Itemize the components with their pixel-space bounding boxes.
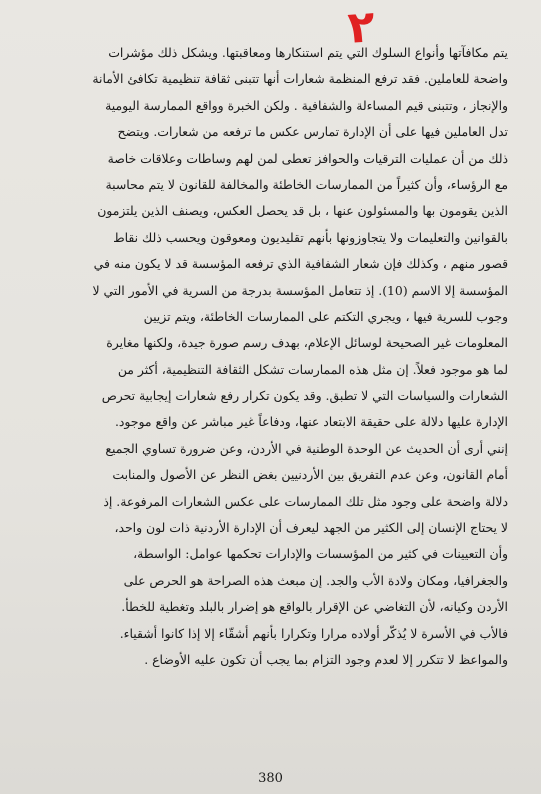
text-line: المعلومات غير الصحيحة لوسائل الإعلام، بهدف رسم صورة جيدة، ولكنها مغايرة: [106, 335, 508, 351]
text-line: الأردن وكيانه، لأن التغاضي عن الإقرار بالواقع هو إضرار بالبلد وتغطية للخطأ.: [121, 599, 508, 615]
text-line: يتم مكافآتها وأنواع السلوك التي يتم استنكارها ومعاقبتها. ويشكل ذلك مؤشرات: [108, 45, 508, 60]
text-line: واضحة للعاملين. فقد ترفع المنظمة شعارات أنها تتبنى ثقافة تنظيمية تكافئ الأمانة: [92, 71, 508, 87]
text-line: لا يحتاج الإنسان إلى الكثير من الجهد ليعرف أن الإدارة الأردنية ذات لون واحد،: [114, 520, 508, 536]
handwritten-annotation: ٢: [346, 1, 377, 54]
text-line: المؤسسة إلا الاسم (10). إذ تتعامل المؤسسة بدرجة من السرية في الأمور التي لا: [92, 282, 508, 298]
text-line: وأن التعيينات في كثير من المؤسسات والإدارات تحكمها عوامل: الواسطة،: [133, 546, 508, 562]
text-line: ذلك من أن عمليات الترقيات والحوافز تعطى لمن لهم وساطات وعلاقات خاصة: [107, 150, 508, 166]
text-line: والجغرافيا، ومكان ولادة الأب والجد. إن مبعث هذه الصراحة هو الحرص على: [123, 572, 508, 588]
text-line: تدل العاملين فيها على أن الإدارة تمارس عكس ما ترفعه من شعارات. ويتضح: [117, 124, 508, 140]
text-line: لما هو موجود فعلاً. إن مثل هذه الممارسات تشكل الثقافة التنظيمية، أكثر من: [117, 361, 508, 377]
page-number: 380: [258, 771, 283, 786]
text-line: والإنجاز ، وتتبنى قيم المساءلة والشفافية . ولكن الخبرة وواقع الممارسة اليومية: [105, 97, 508, 113]
text-line: والمواعظ لا تتكرر إلا لعدم وجود التزام بما يجب أن تكون عليه الأوضاع .: [144, 651, 508, 667]
text-line: الذين يقومون بها والمسئولون عنها ، بل قد يحصل العكس، ويصنف الذين يلتزمون: [97, 203, 508, 219]
text-line: مع الرؤساء، وأن كثيراً من الممارسات الخاطئة والمخالفة للقانون لا يتم محاسبة: [105, 176, 508, 192]
body-text: [44, 40, 508, 673]
text-line: وجوب للسرية فيها ، ويجري التكتم على الممارسات الخاطئة، ويتم تزيين: [143, 308, 508, 324]
text-line: فالأب في الأسرة لا يُذكّر أولاده مرارا وتكرارا بأنهم أشقّاء إلا إذا كانوا أشقياء.: [119, 625, 508, 641]
text-line: إنني أرى أن الحديث عن الوحدة الوطنية في الأردن، وعن ضرورة تساوي الجميع: [105, 440, 508, 456]
text-line: دلالة واضحة على وجود مثل تلك الممارسات على عكس الشعارات المرفوعة. إذ: [103, 493, 508, 509]
text-line: أمام القانون، وعن عدم التفريق بين الأردنيين بغض النظر عن الأصول والمنابت: [112, 467, 508, 483]
text-line: بالقوانين والتعليمات ولا يتجاوزونها بأنهم تقليديون ومعوقون ويحسب ذلك نقاط: [113, 229, 508, 245]
text-line: الشعارات والسياسات التي لا تطبق. وقد يكون تكرار رفع شعارات إيجابية تحرص: [101, 388, 508, 404]
text-line: قصور منهم ، وكذلك فإن شعار الشفافية الذي ترفعه المؤسسة قد لا يكون منه في: [93, 256, 508, 272]
text-line: الإدارة عليها دلالة على حقيقة الابتعاد عنها، ودفاعاً غير مباشر عن واقع موجود.: [114, 414, 508, 430]
